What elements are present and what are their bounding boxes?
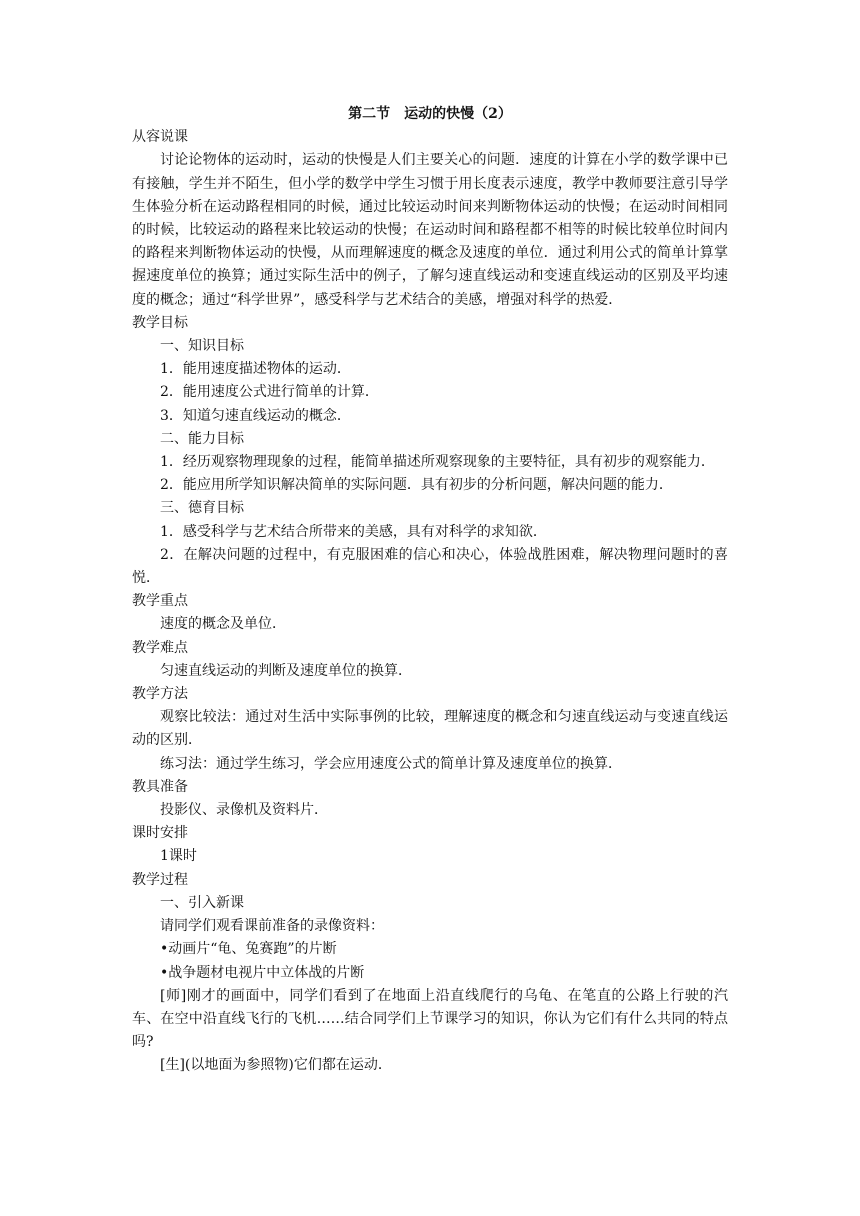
paragraph: 二、能力目标 — [160, 430, 244, 447]
bullet-item: •动画片“龟、兔赛跑”的片断 — [160, 941, 337, 958]
paragraph: 讨论论物体的运动时，运动的快慢是人们主要关心的问题．速度的计算在小学的数学课中已有接触，学生并不陌生，但小学的数学中学生习惯于用长度表示速度，教学中教师要注意引导学生体验分析在运动路程相同的时候，通过比较运动时间来判断物体运动的快慢；在运动时间相同的时候，比较运动的路程来比较运动的快慢；在运动时间和路程都不相等的时候比较单位时间内的路程来判断物体运动的快慢，从而理解速度的概念及速度的单位．通过利用公式的简单计算掌握速度单位的换算；通过实际生活中的例子，了解匀速直线运动和变速直线运动的区别及平均速度的概念；通过“科学世界”，感受科学与艺术结合的美感，增强对科学的热爱． — [132, 152, 728, 308]
section-heading: 课时安排 — [132, 825, 188, 842]
paragraph: 1．感受科学与艺术结合所带来的美感，具有对科学的求知欲． — [160, 523, 547, 540]
paragraph: 2．能应用所学知识解决简单的实际问题．具有初步的分析问题，解决问题的能力． — [160, 477, 673, 494]
section-heading: 教学难点 — [132, 639, 188, 656]
paragraph: 2．在解决问题的过程中，有克服困难的信心和决心，体验战胜困难，解决物理问题时的喜悦． — [132, 546, 728, 587]
paragraph: 一、引入新课 — [160, 894, 244, 911]
paragraph: 1．经历观察物理现象的过程，能简单描述所观察现象的主要特征，具有初步的观察能力． — [160, 454, 715, 471]
section-name: 运动的快慢（2） — [404, 106, 512, 122]
section-heading: 教具准备 — [132, 778, 188, 795]
section-heading: 教学过程 — [132, 871, 188, 888]
paragraph: 3．知道匀速直线运动的概念． — [160, 407, 351, 424]
page-title — [132, 103, 728, 126]
section-number: 第二节 — [348, 106, 391, 122]
paragraph: [生](以地面为参照物)它们都在运动． — [160, 1057, 392, 1074]
bullet-item: •战争题材电视片中立体战的片断 — [160, 964, 365, 981]
document-page — [132, 103, 728, 1078]
paragraph: 1课时 — [160, 848, 197, 865]
paragraph: 1．能用速度描述物体的运动． — [160, 361, 351, 378]
paragraph: 观察比较法：通过对生活中实际事例的比较，理解速度的概念和匀速直线运动与变速直线运动的区别． — [132, 709, 728, 749]
paragraph: 速度的概念及单位． — [160, 616, 286, 633]
paragraph: 三、德育目标 — [160, 500, 244, 517]
section-heading: 教学目标 — [132, 314, 188, 331]
section-heading: 教学重点 — [132, 593, 188, 610]
paragraph: 投影仪、录像机及资料片． — [160, 802, 328, 819]
paragraph: 请同学们观看课前准备的录像资料： — [160, 918, 384, 935]
document-body — [132, 126, 728, 1077]
paragraph: 练习法：通过学生练习，学会应用速度公式的简单计算及速度单位的换算． — [160, 755, 622, 772]
paragraph: 一、知识目标 — [160, 338, 244, 355]
paragraph: [师]刚才的画面中，同学们看到了在地面上沿直线爬行的乌龟、在笔直的公路上行驶的汽车、在空中沿直线飞行的飞机……结合同学们上节课学习的知识，你认为它们有什么共同的特点吗? — [132, 987, 728, 1051]
paragraph: 匀速直线运动的判断及速度单位的换算． — [160, 662, 412, 679]
section-heading: 教学方法 — [132, 686, 188, 703]
section-heading: 从容说课 — [132, 129, 188, 146]
paragraph: 2．能用速度公式进行简单的计算． — [160, 384, 379, 401]
